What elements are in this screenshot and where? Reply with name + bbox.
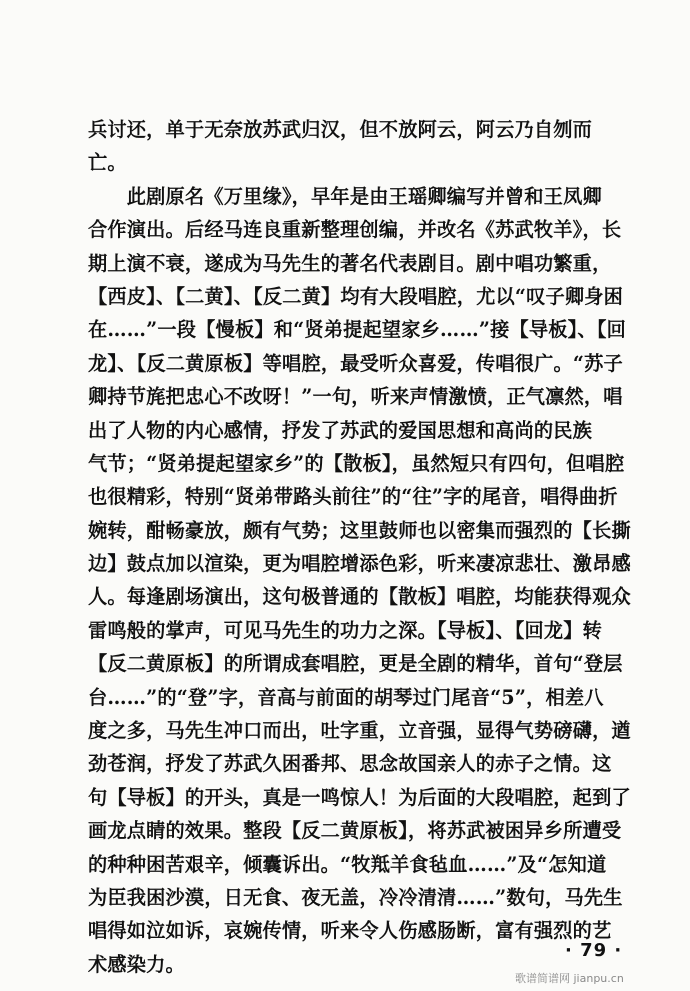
text-line: 人。每逢剧场演出，这句极普通的【散板】唱腔，均能获得观众	[88, 585, 631, 609]
text-line: 【西皮】、【二黄】、【反二黄】均有大段唱腔，尤以“叹子卿身困	[88, 284, 624, 308]
text-line: 婉转，酣畅豪放，颇有气势；这里鼓师也以密集而强烈的【长撕	[88, 518, 631, 542]
text-line: 也很精彩，特别“贤弟带路头前往”的“往”字的尾音，唱得曲折	[88, 485, 618, 509]
text-line: 为臣我困沙漠，日无食、夜无盖，冷冷清清……”数句，马先生	[88, 885, 623, 909]
text-line: 期上演不衰，遂成为马先生的著名代表剧目。剧中唱功繁重，	[88, 251, 612, 275]
text-line: 术感染力。	[88, 952, 185, 976]
body-text	[88, 113, 648, 981]
text-line: 唱得如泣如诉，哀婉传情，听来令人伤感肠断，富有强烈的艺	[88, 919, 612, 943]
text-line: 气节；“贤弟提起望家乡”的【散板】，虽然短只有四句，但唱腔	[88, 451, 625, 475]
text-line: 出了人物的内心感情，抒发了苏武的爱国思想和高尚的民族	[88, 418, 593, 442]
page-number: · 79 ·	[565, 940, 623, 961]
text-line: 雷鸣般的掌声，可见马先生的功力之深。【导板】、【回龙】转	[88, 618, 603, 642]
text-line: 亡。	[88, 151, 127, 175]
text-line: 的种种困苦艰辛，倾囊诉出。“牧羝羊食毡血……”及“怎知道	[88, 852, 607, 876]
text-line: 此剧原名《万里缘》，早年是由王瑶卿编写并曾和王凤卿	[88, 184, 602, 208]
watermark: 歌谱简谱网 jianpu.cn	[515, 972, 624, 985]
text-line: 劲苍润，抒发了苏武久困番邦、思念故国亲人的赤子之情。这	[88, 752, 612, 776]
text-line: 台……”的“登”字，音高与前面的胡琴过门尾音“5”，相差八	[88, 685, 604, 709]
text-line: 兵讨还，单于无奈放苏武归汉，但不放阿云，阿云乃自刎而	[88, 118, 593, 141]
text-line: 卿持节旄把忠心不改呀！”一句，听来声情激愤，正气凛然，唱	[88, 385, 623, 409]
text-line: 度之多，马先生冲口而出，吐字重，立音强，显得气势磅礴，遒	[88, 719, 631, 743]
text-line: 画龙点睛的效果。整段【反二黄原板】，将苏武被困异乡所遭受	[88, 819, 622, 843]
text-line: 龙】、【反二黄原板】等唱腔，最受听众喜爱，传唱很广。“苏子	[88, 351, 623, 375]
text-line: 边】鼓点加以渲染，更为唱腔增添色彩，听来凄凉悲壮、激昂感	[88, 552, 631, 576]
text-line: 在……”一段【慢板】和“贤弟提起望家乡……”接【导板】、【回	[88, 318, 626, 342]
text-line: 合作演出。后经马连良重新整理创编，并改名《苏武牧羊》，长	[88, 218, 622, 242]
text-line: 句【导板】的开头，真是一鸣惊人！为后面的大段唱腔，起到了	[88, 785, 631, 809]
text-line: 【反二黄原板】的所谓成套唱腔，更是全剧的精华，首句“登层	[88, 652, 623, 676]
